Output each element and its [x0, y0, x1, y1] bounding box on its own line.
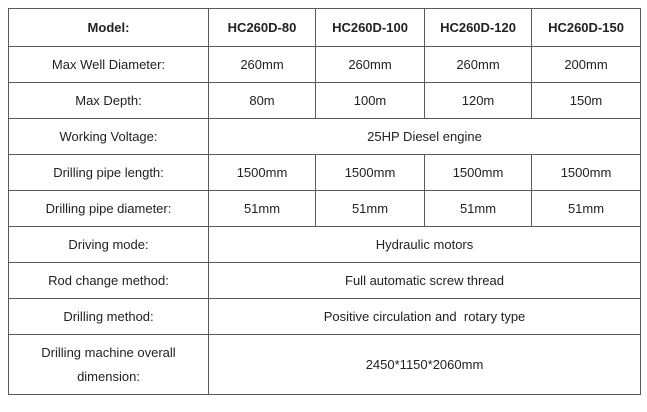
spec-table	[8, 8, 641, 395]
cell-value: 120m	[425, 83, 532, 119]
model-name: HC260D-100	[316, 9, 425, 47]
cell-value: 260mm	[316, 47, 425, 83]
table-row-drilling-pipe-diameter	[9, 191, 641, 227]
cell-value: 260mm	[209, 47, 316, 83]
cell-value: 1500mm	[316, 155, 425, 191]
row-label: Driving mode:	[9, 227, 209, 263]
model-name: HC260D-150	[532, 9, 641, 47]
cell-value: 1500mm	[532, 155, 641, 191]
row-label: Drilling pipe length:	[9, 155, 209, 191]
table-row-drilling-pipe-length	[9, 155, 641, 191]
cell-value: 51mm	[209, 191, 316, 227]
cell-value-merged: Full automatic screw thread	[209, 263, 641, 299]
row-label: Model:	[9, 9, 209, 47]
table-row-max-well-diameter	[9, 47, 641, 83]
cell-value: 1500mm	[425, 155, 532, 191]
row-label	[9, 335, 209, 395]
model-name: HC260D-80	[209, 9, 316, 47]
row-label: Working Voltage:	[9, 119, 209, 155]
cell-value-merged: Positive circulation and rotary type	[209, 299, 641, 335]
model-name: HC260D-120	[425, 9, 532, 47]
cell-value: 80m	[209, 83, 316, 119]
cell-value: 200mm	[532, 47, 641, 83]
table-row-working-voltage	[9, 119, 641, 155]
cell-value: 51mm	[425, 191, 532, 227]
row-label: Max Well Diameter:	[9, 47, 209, 83]
table-row-overall-dimension	[9, 335, 641, 395]
cell-value: 1500mm	[209, 155, 316, 191]
table-row-drilling-method	[9, 299, 641, 335]
table-row-model	[9, 9, 641, 47]
cell-value: 260mm	[425, 47, 532, 83]
row-label: Max Depth:	[9, 83, 209, 119]
table-row-rod-change-method	[9, 263, 641, 299]
cell-value: 150m	[532, 83, 641, 119]
cell-value: 51mm	[532, 191, 641, 227]
row-label-line: dimension:	[77, 368, 140, 384]
row-label-line: Drilling machine overall	[41, 344, 176, 360]
row-label: Drilling pipe diameter:	[9, 191, 209, 227]
row-label: Drilling method:	[9, 299, 209, 335]
cell-value: 100m	[316, 83, 425, 119]
table-row-max-depth	[9, 83, 641, 119]
cell-value-merged: 2450*1150*2060mm	[209, 335, 641, 395]
cell-value-merged: Hydraulic motors	[209, 227, 641, 263]
cell-value: 51mm	[316, 191, 425, 227]
cell-value-merged: 25HP Diesel engine	[209, 119, 641, 155]
row-label: Rod change method:	[9, 263, 209, 299]
table-row-driving-mode	[9, 227, 641, 263]
